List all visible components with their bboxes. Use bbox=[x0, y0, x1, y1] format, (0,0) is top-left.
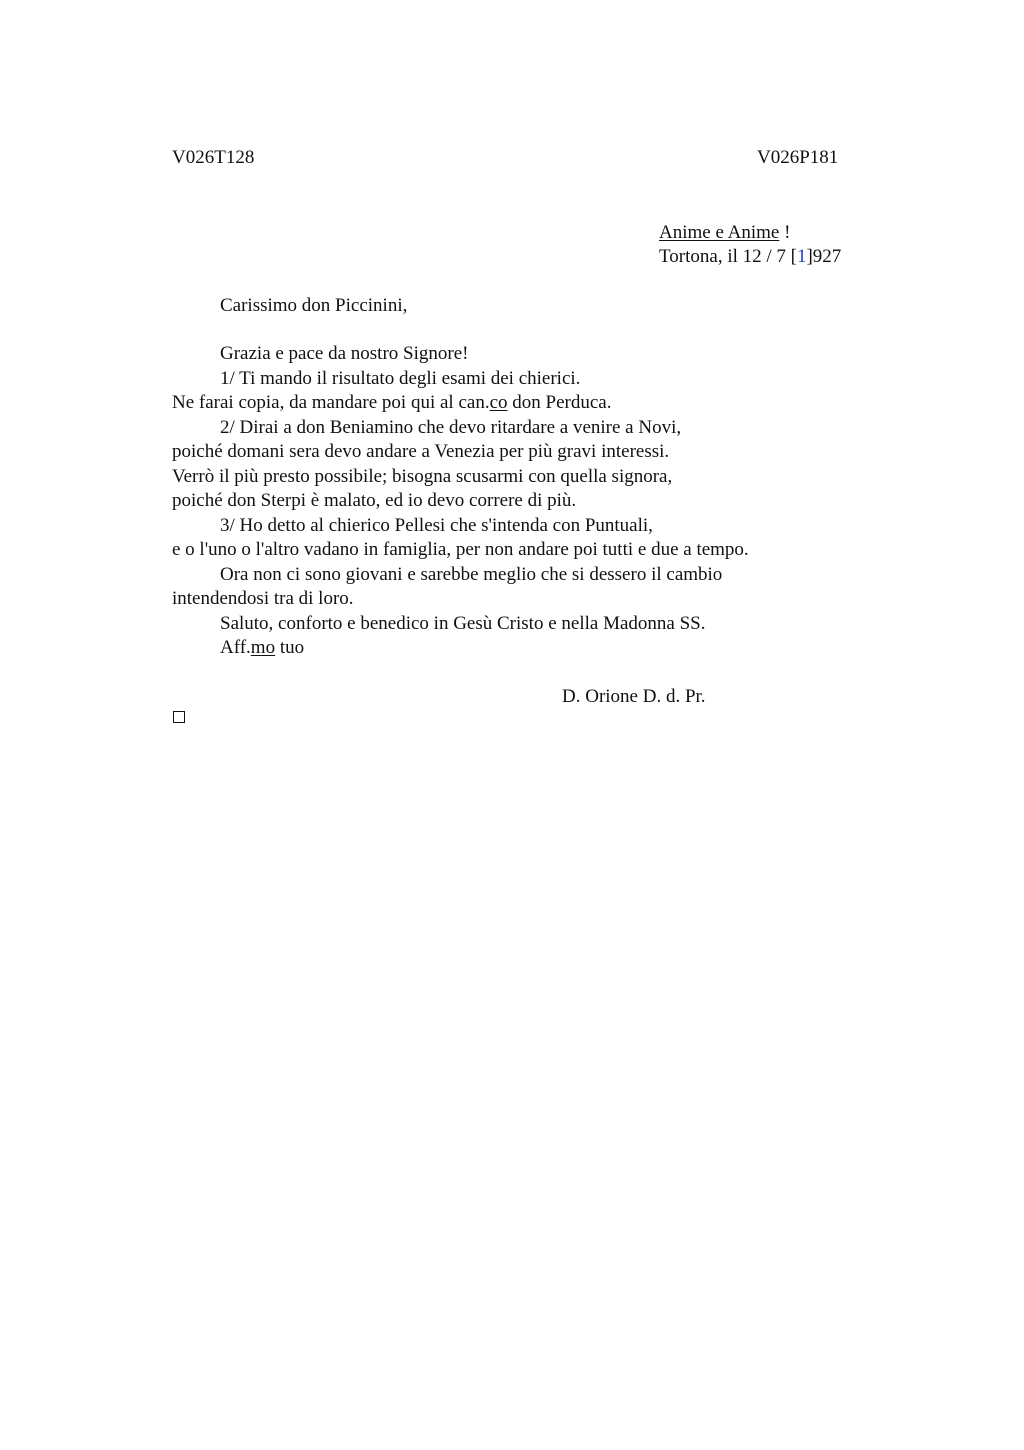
letter-body bbox=[172, 342, 892, 661]
date-suffix: ]927 bbox=[806, 246, 842, 267]
left-document-code: V026T128 bbox=[172, 147, 255, 168]
body-line-7: poiché don Sterpi è malato, ed io devo correre di più. bbox=[172, 490, 577, 511]
end-marker-square-icon bbox=[173, 711, 185, 723]
motto-text: Anime e Anime bbox=[659, 222, 780, 243]
body-line-2: 1/ Ti mando il risultato degli esami dei chierici. bbox=[220, 367, 581, 389]
motto-line bbox=[659, 221, 790, 245]
closing-underlined: mo bbox=[250, 637, 276, 658]
body-line-3-end: don Perduca. bbox=[507, 392, 612, 413]
body-line-3-start: Ne farai copia, da mandare poi qui al can. bbox=[172, 392, 490, 413]
right-document-code: V026P181 bbox=[757, 147, 839, 168]
greeting: Carissimo don Piccinini, bbox=[220, 295, 408, 316]
body-line-8: 3/ Ho detto al chierico Pellesi che s'intenda con Puntuali, bbox=[220, 514, 653, 536]
signature: D. Orione D. d. Pr. bbox=[562, 686, 706, 707]
date-prefix: Tortona, il 12 / 7 [ bbox=[659, 246, 797, 267]
body-line-6: Verrò il più presto possibile; bisogna scusarmi con quella signora, bbox=[172, 465, 673, 487]
closing-line bbox=[172, 636, 892, 661]
date-bracket-digit: 1 bbox=[796, 246, 807, 267]
body-line-5: poiché domani sera devo andare a Venezia per più gravi interessi. bbox=[172, 441, 670, 462]
body-line-9: e o l'uno o l'altro vadano in famiglia, per non andare poi tutti e due a tempo. bbox=[172, 539, 749, 560]
body-line-4: 2/ Dirai a don Beniamino che devo ritardare a venire a Novi, bbox=[220, 416, 682, 438]
body-line-10: Ora non ci sono giovani e sarebbe meglio che si dessero il cambio bbox=[220, 563, 723, 585]
body-line-3 bbox=[172, 391, 892, 416]
closing-start: Aff. bbox=[220, 637, 251, 658]
closing-end: tuo bbox=[275, 637, 305, 658]
body-line-12: Saluto, conforto e benedico in Gesù Cristo e nella Madonna SS. bbox=[220, 612, 706, 634]
date-line bbox=[659, 245, 841, 269]
motto-suffix: ! bbox=[779, 222, 791, 243]
body-line-11: intendendosi tra di loro. bbox=[172, 588, 354, 609]
body-line-1: Grazia e pace da nostro Signore! bbox=[220, 343, 469, 364]
body-line-3-underlined: co bbox=[489, 392, 508, 413]
